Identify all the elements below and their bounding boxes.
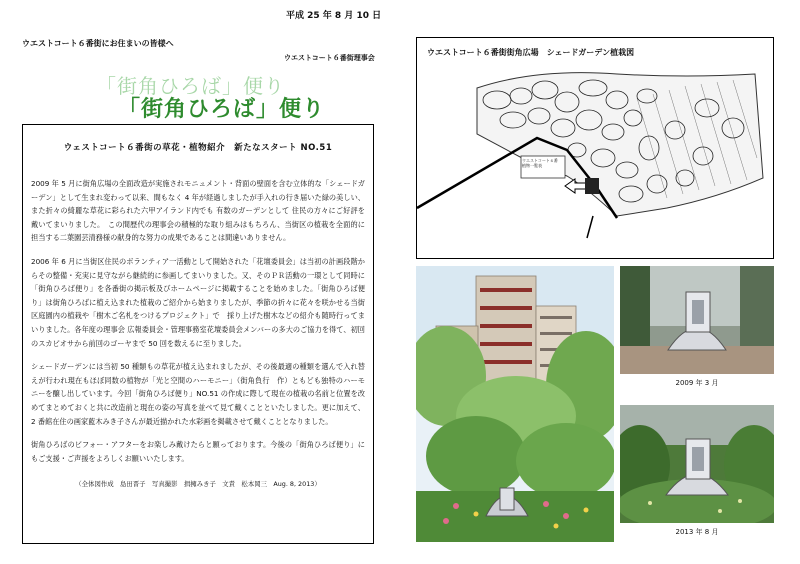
- paragraph-3: シェードガーデンには当初 50 種類もの草花が植え込まれましたが、その後最適の種類を選んで入れ替えが行われ現在もほぼ同数の植物が「光と空間のハーモニー」（街角負行 作）ともども独特のハーモニーを醸し出しています。今回「街角ひろば便り」NO.51 の作成に際して現在の植栽の名前と位置を改めてまとめておくと共に改造前と現在の姿の写真を並べて見て戴くことといたしました。更に加えて、2 番館在住の画家藍木みき子さんが最近描かれた水彩画を掲載させて戴くこととなりました。: [31, 362, 365, 426]
- sender-line: ウエストコート６番街理事会: [284, 54, 375, 62]
- article-paragraph: [31, 177, 365, 245]
- article-paragraph: [31, 438, 365, 465]
- map-title: ウエストコート６番街街角広場 シェードガーデン植栽図: [427, 48, 635, 57]
- watercolor-image: [416, 266, 614, 542]
- issue-date: 平成 25 年 8 月 10 日: [286, 11, 382, 21]
- newsletter-title: 「街角ひろば」便り: [118, 97, 326, 122]
- planting-map-drawing: [417, 38, 774, 259]
- photo-before: [620, 266, 774, 374]
- paragraph-2: 2006 年 6 月に当街区住民のボランティア一活動として開始された「花壇委員会」は当初の計画段階からその整備・充実に見守ながら継続的に参画してまいりました。又、そのＰＲ活動の一環として同時に「街角ひろば便り」を各番街の掲示板及びホームページに掲載することを始めました。「街角ひろば便り」は街角ひろばに植え込まれた植栽のご紹介から始まりましたが、季節の折々に花々を咲かせる当街区庭園内の植栽や「樹木ご名札をつけるプロジェクト」で 採り上げた樹木などの紹介も随時行ってまいりました。各年度の理事会 広報委員会・管理事務室花壇委員会メンバーの多大のご協力を得て、初回のスカビオサから前回のゴーヤまで 50 回を数えるに至りました。: [31, 256, 365, 348]
- paragraph-1: 2009 年 5 月に街角広場の全面改造が実施されモニュメント・背面の壁面を含む立体的な「シェードガーデン」として生まれ変わって以来、間もなく 4 年が経過しましたが手入れの行き届いた緑の美しい、また折々の綺麗な草花に彩られた六甲アイランド内でも 有数のガーデンとして 住民の方々にご好評を戴いてまいりました。 この間歴代の理事会の積極的な取り組みはもちろん、当街区の植栽を全面的に担当する二葉園芸清務様の献身的な努力の成果であることは間違いありません。: [31, 179, 365, 243]
- caption-after: 2013 年 8 月: [675, 528, 719, 536]
- watercolor-painting: [416, 266, 614, 542]
- article-paragraph: [31, 255, 365, 350]
- recipient-line: ウエストコート６番街にお住まいの皆様へ: [22, 39, 174, 48]
- photo-after-image: [620, 405, 774, 523]
- article-paragraph: [31, 360, 365, 428]
- caption-before: 2009 年 3 月: [675, 379, 719, 387]
- article-box: [22, 124, 374, 544]
- photo-after: [620, 405, 774, 523]
- planting-map: [416, 37, 774, 259]
- map-inset-label: ウエストコート６番 植物一覧表: [522, 158, 558, 168]
- paragraph-4: 街角ひろばのビフォー・アフターをお楽しみ戴けたらと願っております。今後の「街角ひろば便り」にもご支援・ご声援をよろしくお願いいたします。: [31, 440, 365, 463]
- photo-before-image: [620, 266, 774, 374]
- article-credit: （全体図作成 島田晋子 写真撮影 揖擁みき子 文責 松本岡三 Aug. 8, 2013）: [75, 480, 321, 489]
- newsletter-title-shadow: 「街角ひろば」便り: [96, 74, 285, 98]
- article-heading: ウェストコート６番街の草花・植物紹介 新たなスタート NO.51: [63, 143, 333, 153]
